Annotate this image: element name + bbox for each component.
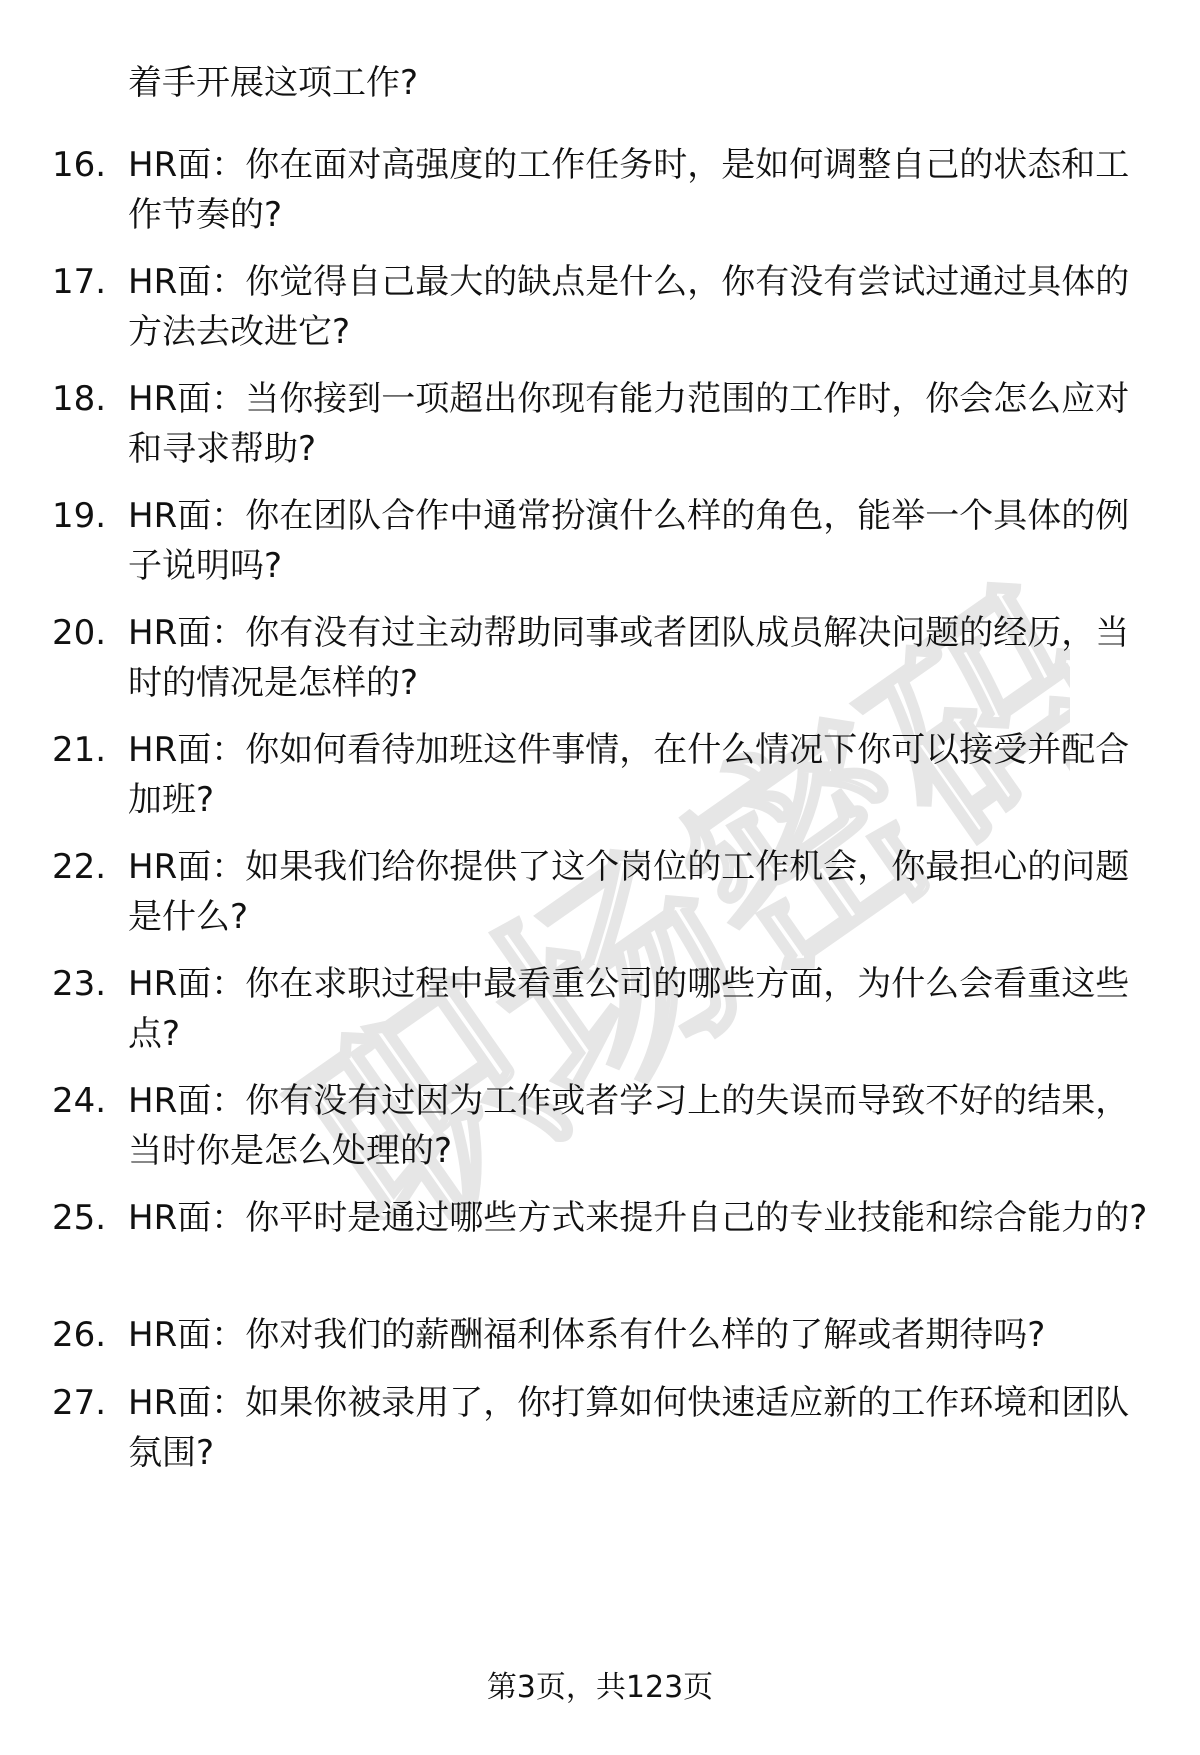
question-text: HR面：你在面对高强度的工作任务时，是如何调整自己的状态和工作节奏的?	[128, 145, 1130, 235]
watermark-text: 职场密码	[260, 543, 1070, 1220]
question-number: 24.	[52, 1081, 107, 1121]
question-text: HR面：你在求职过程中最看重公司的哪些方面，为什么会看重这些点?	[128, 964, 1130, 1054]
question-number: 17.	[52, 262, 107, 302]
page-footer: 第3页，共123页	[486, 1670, 714, 1705]
question-number: 19.	[52, 496, 107, 536]
question-number: 25.	[52, 1198, 107, 1238]
question-text: HR面：你在团队合作中通常扮演什么样的角色，能举一个具体的例子说明吗?	[128, 496, 1130, 586]
question-number: 18.	[52, 379, 107, 419]
question-text: HR面：你对我们的薪酬福利体系有什么样的了解或者期待吗?	[128, 1315, 1046, 1355]
question-text: HR面：如果你被录用了，你打算如何快速适应新的工作环境和团队氛围?	[128, 1383, 1130, 1473]
question-number: 22.	[52, 847, 107, 887]
question-number: 20.	[52, 613, 107, 653]
question-number: 16.	[52, 145, 107, 185]
question-number: 23.	[52, 964, 107, 1004]
question-text: HR面：你觉得自己最大的缺点是什么，你有没有尝试过通过具体的方法去改进它?	[128, 262, 1130, 352]
question-number: 27.	[52, 1383, 107, 1423]
question-text: HR面：你如何看待加班这件事情，在什么情况下你可以接受并配合加班?	[128, 730, 1130, 820]
question-text: HR面：当你接到一项超出你现有能力范围的工作时，你会怎么应对和寻求帮助?	[128, 379, 1130, 469]
question-text: HR面：如果我们给你提供了这个岗位的工作机会，你最担心的问题是什么?	[128, 847, 1130, 937]
question-text: HR面：你平时是通过哪些方式来提升自己的专业技能和综合能力的?	[128, 1198, 1148, 1238]
continuation-text: 着手开展这项工作?	[128, 63, 419, 103]
question-number: 21.	[52, 730, 107, 770]
question-text: HR面：你有没有过主动帮助同事或者团队成员解决问题的经历，当时的情况是怎样的?	[128, 613, 1130, 703]
question-number: 26.	[52, 1315, 107, 1355]
question-text: HR面：你有没有过因为工作或者学习上的失误而导致不好的结果，当时你是怎么处理的?	[128, 1081, 1130, 1171]
